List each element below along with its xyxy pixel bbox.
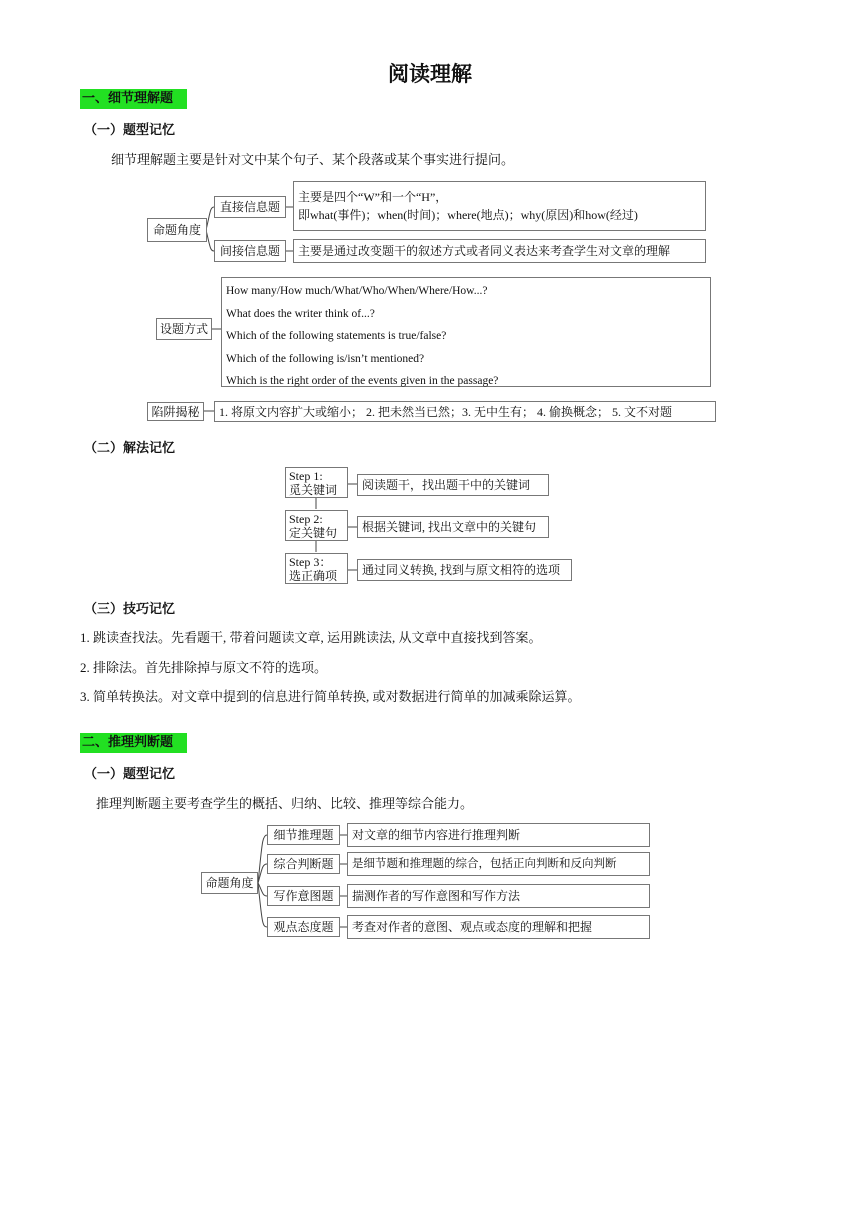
d2-question: Which of the following statements is true/false? bbox=[226, 330, 447, 342]
section1-intro: 细节理解题主要是针对文中某个句子、某个段落或某个事实进行提问。 bbox=[111, 152, 515, 167]
tip-item: 3. 简单转换法。对文章中提到的信息进行简单转换, 或对数据进行简单的加减乘除运算。 bbox=[80, 689, 581, 704]
page-title: 阅读理解 bbox=[388, 62, 472, 86]
section1-heading: 一、细节理解题 bbox=[80, 89, 187, 109]
s2-item-desc: 对文章的细节内容进行推理判断 bbox=[347, 823, 650, 847]
section2-intro: 推理判断题主要考查学生的概括、归纳、比较、推理等综合能力。 bbox=[96, 796, 474, 811]
section2-sub1: （一）题型记忆 bbox=[84, 767, 176, 782]
d2-root: 设题方式 bbox=[156, 318, 212, 340]
s2-item-desc: 揣测作者的写作意图和写作方法 bbox=[347, 884, 650, 908]
s2-item-label: 细节推理题 bbox=[267, 825, 340, 845]
section1-sub1: （一）题型记忆 bbox=[84, 123, 176, 138]
d1-branch-b-text: 主要是通过改变题干的叙述方式或者同义表达来考查学生对文章的理解 bbox=[293, 239, 706, 263]
d3-text: 1. 将原文内容扩大或缩小； 2. 把未然当已然；3. 无中生有； 4. 偷换概念； 5. 文不对题 bbox=[214, 401, 716, 422]
d1-root: 命题角度 bbox=[147, 218, 207, 242]
step2-label-line2: 定关键句 bbox=[289, 526, 338, 540]
step1-desc: 阅读题干，找出题干中的关键词 bbox=[357, 474, 549, 496]
section2-heading: 二、推理判断题 bbox=[80, 733, 187, 753]
step3-desc: 通过同义转换, 找到与原文相符的选项 bbox=[357, 559, 572, 581]
d2-question: Which of the following is/isn’t mentioned? bbox=[226, 352, 425, 365]
step1-label-line1: Step 1: bbox=[289, 469, 323, 483]
d2-question: Which is the right order of the events given in the passage? bbox=[226, 375, 499, 387]
d2-question-list bbox=[221, 277, 711, 387]
d2-question: What does the writer think of...? bbox=[226, 307, 375, 320]
s2-root: 命题角度 bbox=[201, 872, 258, 894]
step1-label bbox=[285, 467, 348, 498]
d2-question: How many/How much/What/Who/When/Where/How...? bbox=[226, 285, 488, 297]
step2-label-line1: Step 2: bbox=[289, 512, 323, 526]
step3-label-line1: Step 3： bbox=[289, 555, 332, 569]
step1-label-line2: 觅关键词 bbox=[289, 483, 338, 497]
section1-sub3: （三）技巧记忆 bbox=[84, 602, 176, 617]
d1-branch-b: 间接信息题 bbox=[214, 240, 286, 262]
step2-label bbox=[285, 510, 348, 541]
s2-item-label: 写作意图题 bbox=[267, 886, 340, 906]
s2-item-desc: 考查对作者的意图、观点或态度的理解和把握 bbox=[347, 915, 650, 939]
d1-branch-a-line1: 主要是四个“W”和一个“H”， bbox=[298, 190, 448, 204]
section1-sub2: （二）解法记忆 bbox=[84, 441, 176, 456]
d1-branch-a: 直接信息题 bbox=[214, 196, 286, 218]
tip-item: 2. 排除法。首先排除掉与原文不符的选项。 bbox=[80, 660, 328, 675]
step3-label bbox=[285, 553, 348, 584]
s2-item-label: 综合判断题 bbox=[267, 854, 340, 874]
d1-branch-a-text bbox=[293, 181, 706, 231]
d3-root: 陷阱揭秘 bbox=[147, 402, 204, 421]
step3-label-line2: 选正确项 bbox=[289, 569, 338, 583]
d1-branch-a-line2: 即what(事件)；when(时间)；where(地点)；why(原因)和how(经过) bbox=[298, 208, 638, 222]
tip-item: 1. 跳读查找法。先看题干, 带着问题读文章, 运用跳读法, 从文章中直接找到答案。 bbox=[80, 630, 542, 645]
step2-desc: 根据关键词, 找出文章中的关键句 bbox=[357, 516, 549, 538]
s2-item-label: 观点态度题 bbox=[267, 917, 340, 937]
s2-item-desc: 是细节题和推理题的综合，包括正向判断和反向判断 bbox=[347, 852, 650, 876]
